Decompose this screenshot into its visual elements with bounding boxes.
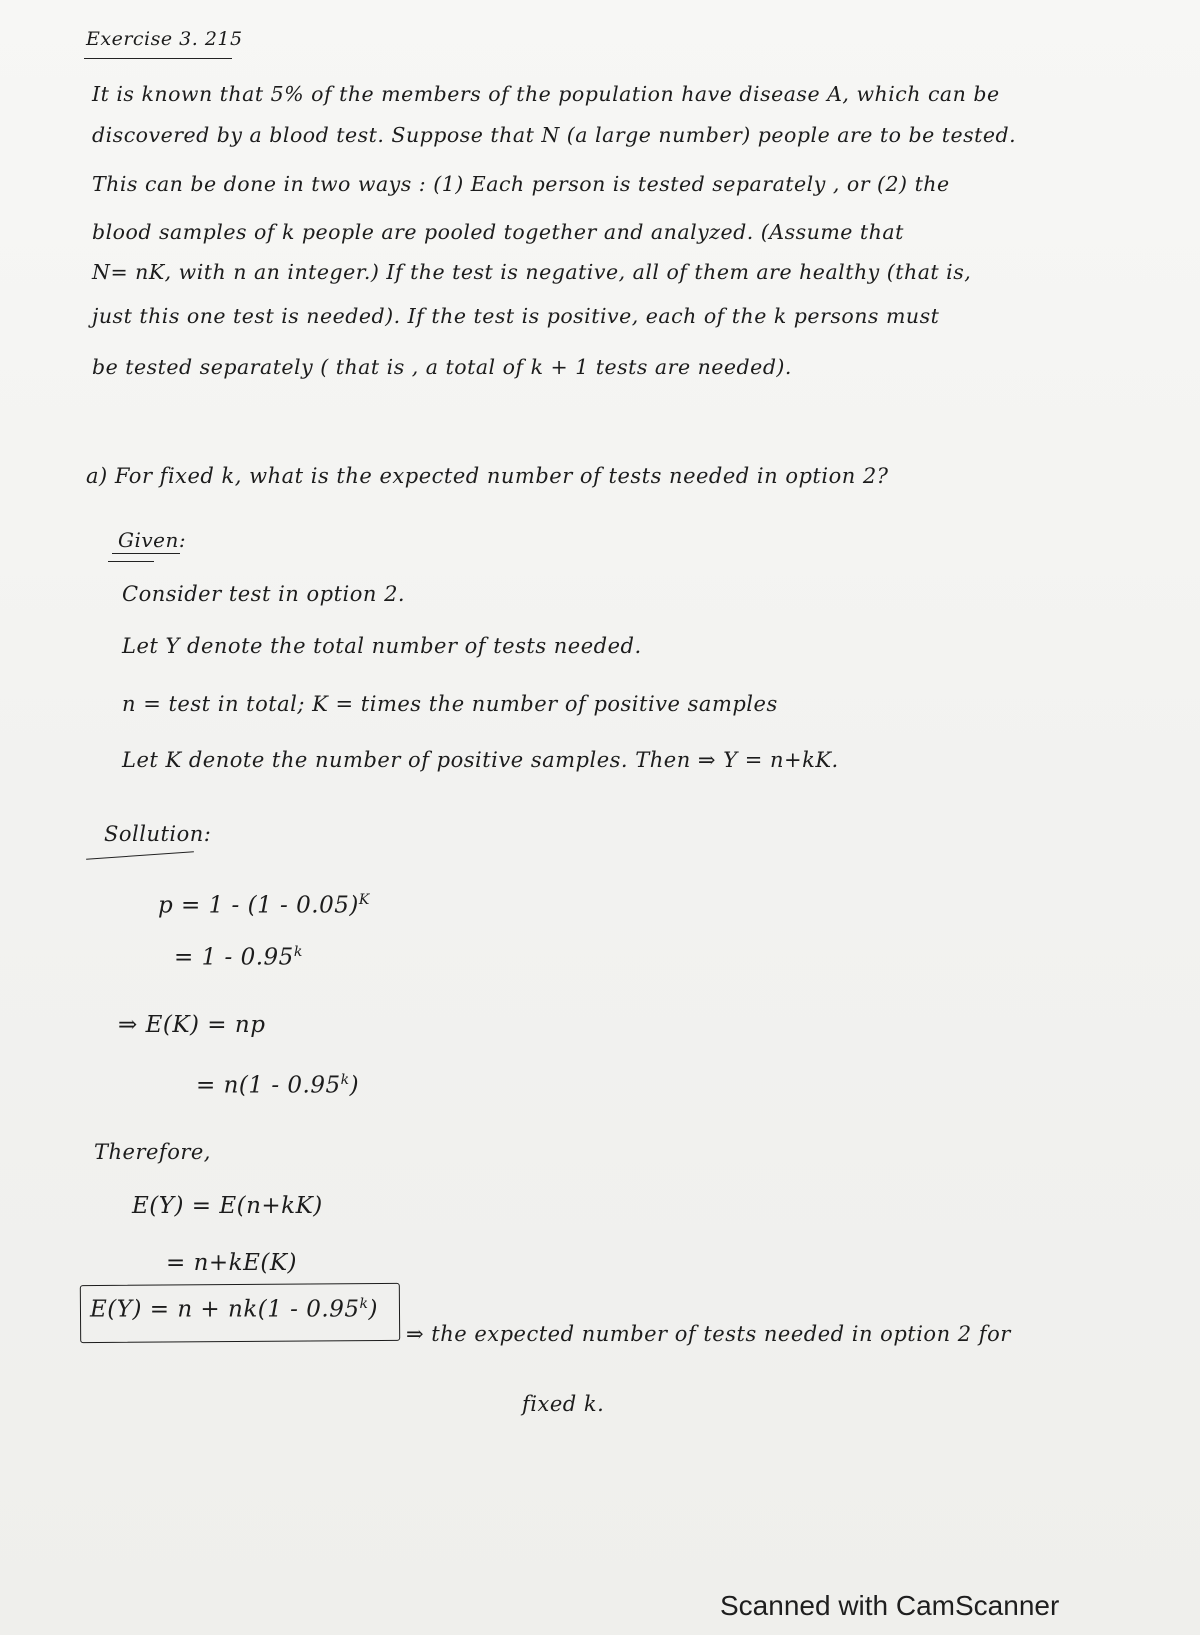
- p-formula-exp-1: K: [358, 892, 370, 908]
- boxed-answer-exp: k: [359, 1296, 369, 1312]
- given-line-1: Consider test in option 2.: [122, 582, 406, 606]
- ek-formula-line-1: ⇒ E(K) = np: [118, 1012, 266, 1038]
- p-formula-exp-2: k: [293, 944, 303, 960]
- title-underline: [84, 58, 232, 59]
- ek-formula-text-2: = n(1 - 0.95: [196, 1072, 341, 1099]
- given-underline-2: [108, 561, 154, 562]
- ek-formula-exp-2: k: [340, 1072, 350, 1088]
- p-formula-line-2: [174, 944, 303, 971]
- ek-formula-end-2: ): [349, 1072, 360, 1099]
- problem-line-7: be tested separately ( that is , a total of k + 1 tests are needed).: [92, 355, 792, 379]
- problem-line-2: discovered by a blood test. Suppose that N (a large number) people are to be tested.: [92, 123, 1017, 147]
- conclusion-line-2: fixed k.: [522, 1392, 605, 1416]
- conclusion-line-1: ⇒ the expected number of tests needed in option 2 for: [406, 1322, 1011, 1346]
- given-line-4: Let K denote the number of positive samples. Then ⇒ Y = n+kK.: [122, 748, 839, 772]
- question-a: a) For fixed k, what is the expected number of tests needed in option 2?: [86, 464, 889, 488]
- boxed-answer: [90, 1296, 378, 1323]
- p-formula-line-1: [158, 892, 370, 919]
- ek-formula-line-2: [196, 1072, 359, 1099]
- therefore-label: Therefore,: [94, 1140, 211, 1164]
- given-line-2: Let Y denote the total number of tests needed.: [122, 634, 642, 658]
- problem-line-6: just this one test is needed). If the test is positive, each of the k persons must: [92, 304, 940, 328]
- given-line-3: n = test in total; K = times the number of positive samples: [122, 692, 778, 716]
- solution-underline: [86, 851, 194, 860]
- ey-formula-line-2: = n+kE(K): [166, 1250, 298, 1276]
- given-heading: Given:: [118, 528, 187, 552]
- p-formula-text-1: p = 1 - (1 - 0.05): [158, 892, 359, 919]
- problem-line-1: It is known that 5% of the members of the population have disease A, which can be: [92, 82, 1000, 106]
- camscanner-footer: Scanned with CamScanner: [720, 1590, 1060, 1621]
- problem-line-4: blood samples of k people are pooled together and analyzed. (Assume that: [92, 220, 904, 244]
- boxed-answer-end: ): [368, 1296, 378, 1323]
- problem-line-5: N= nK, with n an integer.) If the test is negative, all of them are healthy (that is,: [92, 260, 972, 284]
- exercise-title: Exercise 3. 215: [86, 28, 243, 50]
- given-underline: [112, 553, 180, 554]
- p-formula-text-2: = 1 - 0.95: [174, 944, 294, 971]
- problem-line-3: This can be done in two ways : (1) Each person is tested separately , or (2) the: [92, 172, 950, 196]
- boxed-answer-text: E(Y) = n + nk(1 - 0.95: [90, 1296, 360, 1323]
- ey-formula-line-1: E(Y) = E(n+kK): [132, 1193, 323, 1219]
- solution-heading: Sollution:: [104, 822, 212, 846]
